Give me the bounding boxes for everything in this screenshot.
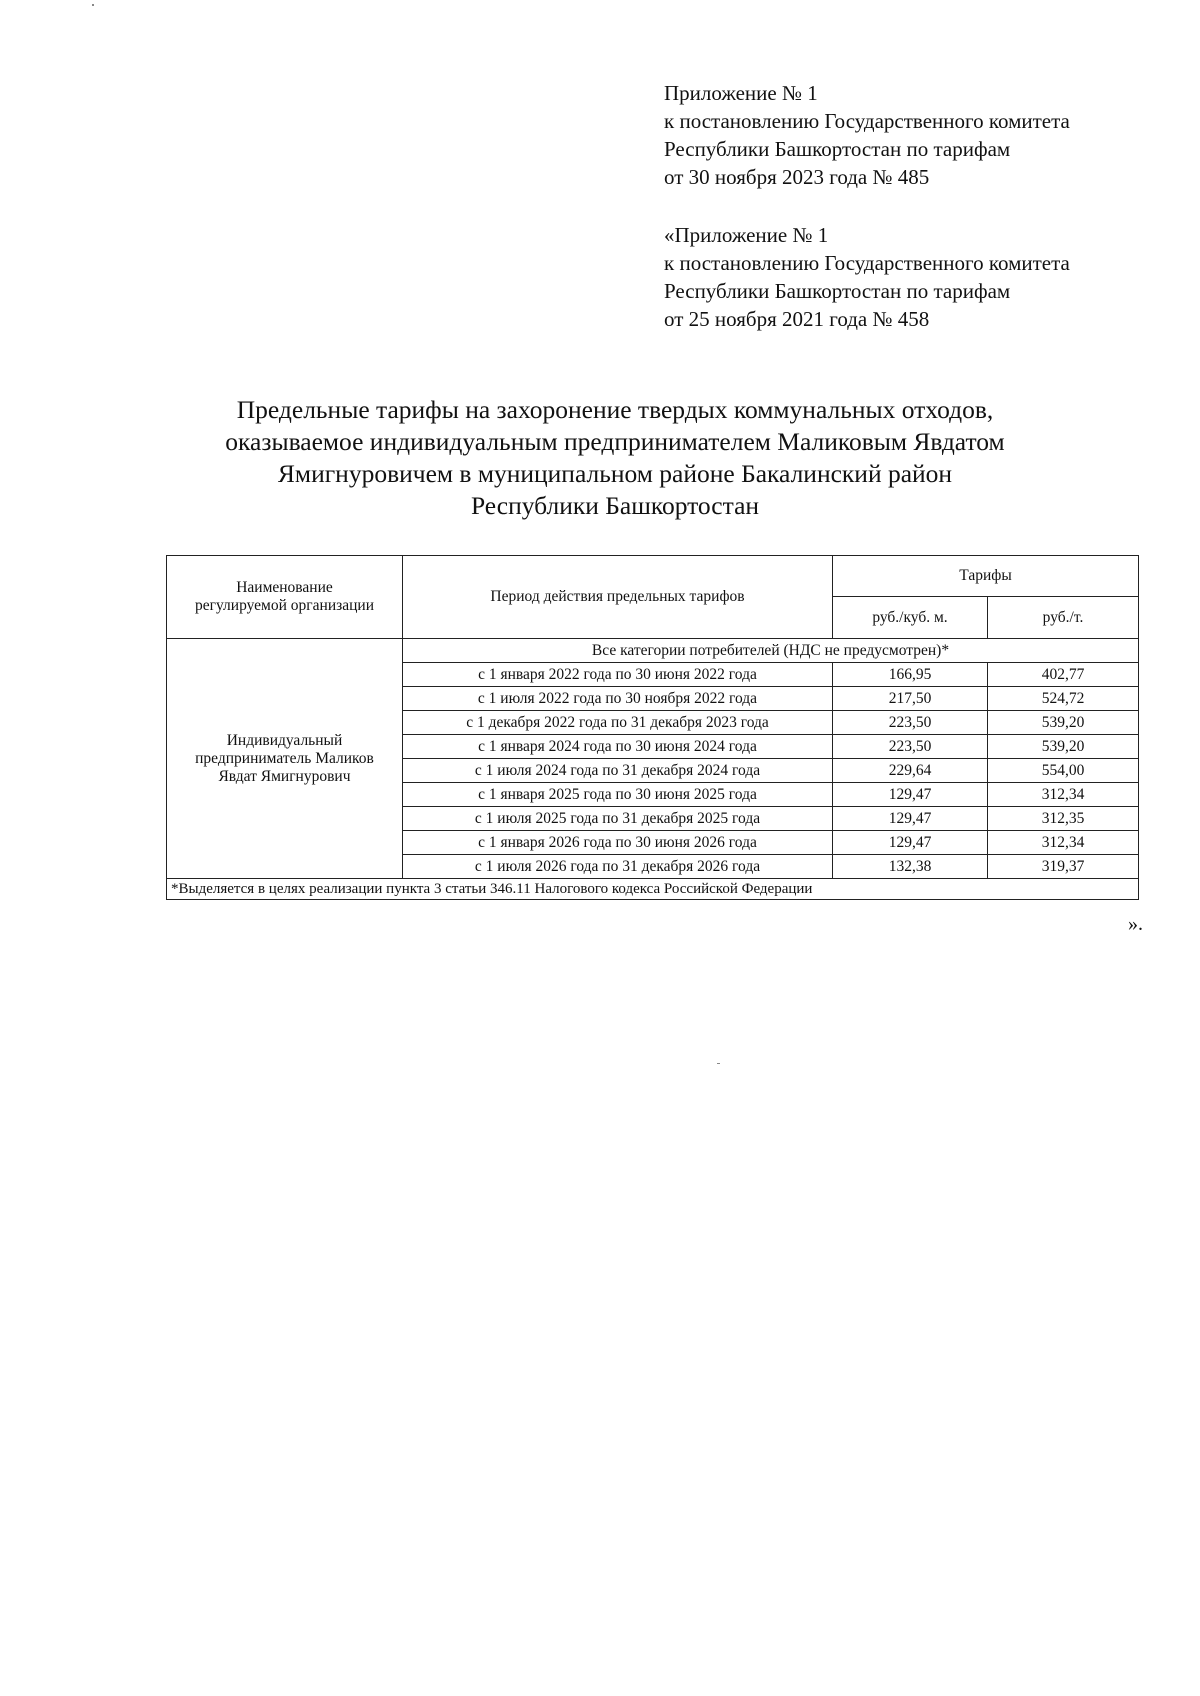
tariff-table	[166, 555, 1139, 900]
consumer-category: Все категории потребителей (НДС не предусмотрен)*	[403, 639, 1139, 663]
annex-original-header	[664, 221, 1070, 333]
footnote: *Выделяется в целях реализации пункта 3 статьи 346.11 Налогового кодекса Российской Федерации	[167, 879, 1139, 900]
annex-current-header	[664, 79, 1070, 191]
organization-cell	[167, 639, 403, 879]
title-line-3: Ямигнуровичем в муниципальном районе Бакалинский район	[277, 459, 953, 488]
document-title	[150, 394, 1080, 522]
header-period: Период действия предельных тарифов	[403, 556, 833, 639]
tariff-t-cell: 312,35	[988, 807, 1139, 831]
annex-current-line-4: от 30 ноября 2023 года № 485	[664, 165, 930, 189]
tariff-t-cell: 312,34	[988, 783, 1139, 807]
title-line-1: Предельные тарифы на захоронение твердых коммунальных отходов,	[236, 395, 994, 424]
period-cell: с 1 июля 2024 года по 31 декабря 2024 года	[403, 759, 833, 783]
period-cell: с 1 июля 2025 года по 31 декабря 2025 года	[403, 807, 833, 831]
tariff-m3-cell: 223,50	[833, 711, 988, 735]
period-cell: с 1 декабря 2022 года по 31 декабря 2023 года	[403, 711, 833, 735]
period-cell: с 1 января 2026 года по 30 июня 2026 года	[403, 831, 833, 855]
org-line-2: предприниматель Маликов	[195, 749, 374, 767]
annex-current-line-2: к постановлению Государственного комитета	[664, 109, 1070, 133]
tariff-m3-cell: 217,50	[833, 687, 988, 711]
tariff-t-cell: 319,37	[988, 855, 1139, 879]
tariff-m3-cell: 129,47	[833, 831, 988, 855]
period-cell: с 1 января 2022 года по 30 июня 2022 года	[403, 663, 833, 687]
annex-current-line-1: Приложение № 1	[664, 81, 818, 105]
org-line-3: Явдат Ямигнурович	[218, 767, 351, 785]
closing-quote-mark: ».	[1128, 913, 1143, 935]
header-org-line-1: Наименование	[236, 579, 333, 596]
period-cell: с 1 июля 2026 года по 31 декабря 2026 года	[403, 855, 833, 879]
tariff-t-cell: 402,77	[988, 663, 1139, 687]
tariff-t-cell: 312,34	[988, 831, 1139, 855]
period-cell: с 1 января 2025 года по 30 июня 2025 года	[403, 783, 833, 807]
table-header-row	[167, 556, 1139, 597]
tariff-m3-cell: 132,38	[833, 855, 988, 879]
scan-speck	[92, 4, 94, 6]
tariff-m3-cell: 166,95	[833, 663, 988, 687]
annex-current-line-3: Республики Башкортостан по тарифам	[664, 137, 1011, 161]
footnote-row	[167, 879, 1139, 900]
annex-original-line-4: от 25 ноября 2021 года № 458	[664, 307, 930, 331]
scan-speck	[717, 1063, 720, 1064]
tariff-m3-cell: 229,64	[833, 759, 988, 783]
period-cell: с 1 июля 2022 года по 30 ноября 2022 года	[403, 687, 833, 711]
tariff-m3-cell: 129,47	[833, 807, 988, 831]
title-line-4: Республики Башкортостан	[470, 491, 760, 520]
header-unit-m3: руб./куб. м.	[833, 597, 988, 639]
tariff-t-cell: 539,20	[988, 711, 1139, 735]
period-cell: с 1 января 2024 года по 30 июня 2024 года	[403, 735, 833, 759]
header-unit-t: руб./т.	[988, 597, 1139, 639]
annex-original-line-2: к постановлению Государственного комитета	[664, 251, 1070, 275]
tariff-t-cell: 524,72	[988, 687, 1139, 711]
header-org-line-2: регулируемой организации	[195, 597, 374, 614]
tariff-m3-cell: 223,50	[833, 735, 988, 759]
annex-original-line-3: Республики Башкортостан по тарифам	[664, 279, 1011, 303]
tariff-m3-cell: 129,47	[833, 783, 988, 807]
header-organization	[167, 556, 403, 639]
tariff-t-cell: 539,20	[988, 735, 1139, 759]
tariff-t-cell: 554,00	[988, 759, 1139, 783]
header-tariffs: Тарифы	[833, 556, 1139, 597]
org-line-1: Индивидуальный	[226, 731, 343, 749]
title-line-2: оказываемое индивидуальным предпринимателем Маликовым Явдатом	[225, 427, 1005, 456]
annex-original-line-1: «Приложение № 1	[664, 223, 829, 247]
category-row	[167, 639, 1139, 663]
